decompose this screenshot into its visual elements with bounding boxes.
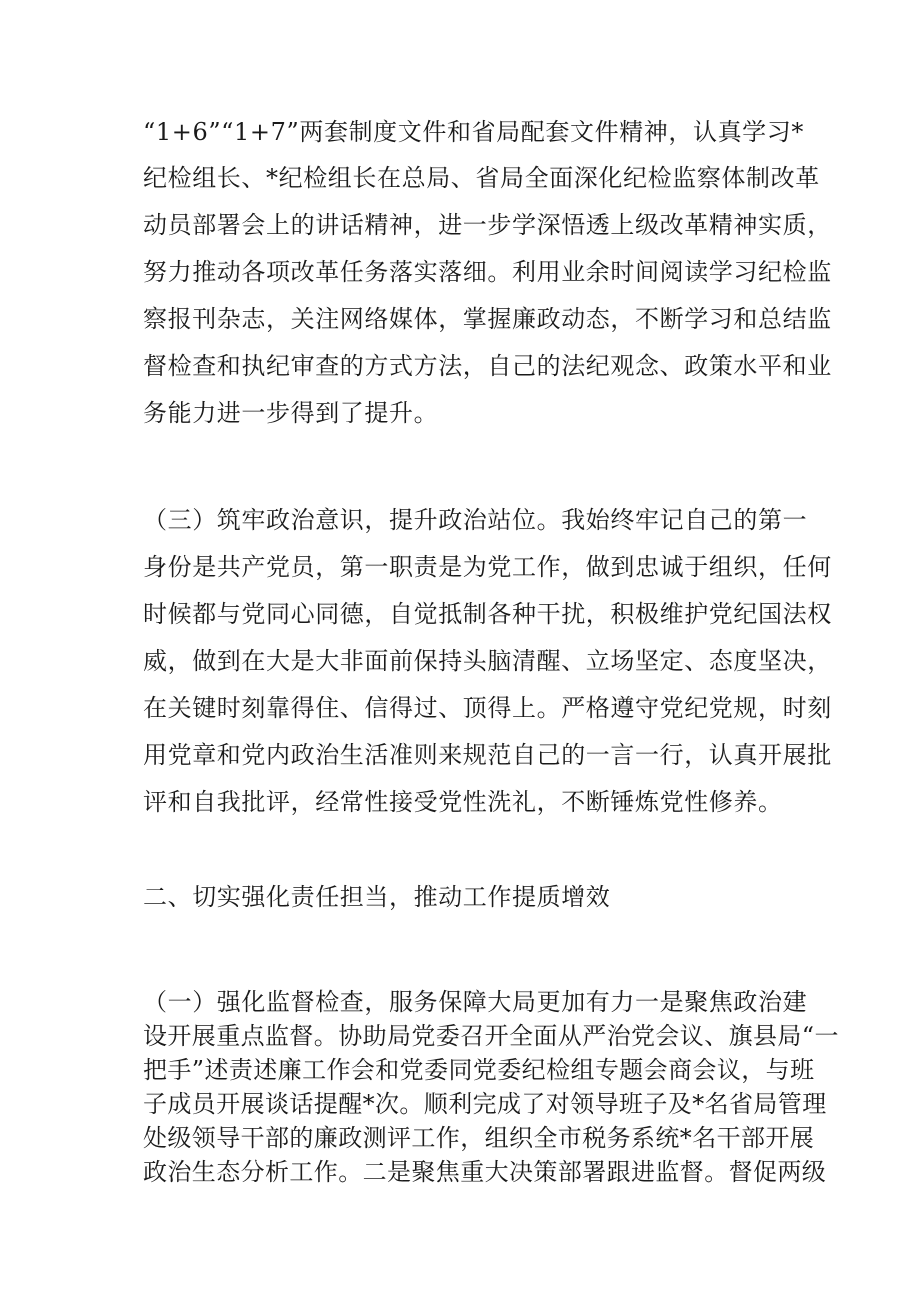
- paragraph-line: （三）筑牢政治意识，提升政治站位。我始终牢记自己的第一: [143, 506, 808, 534]
- paragraph-line: 时候都与党同心同德，自觉抵制各种干扰，积极维护党纪国法权: [143, 600, 832, 628]
- paragraph-line: 察报刊杂志，关注网络媒体，掌握廉政动态，不断学习和总结监: [143, 305, 832, 333]
- paragraph-line: 评和自我批评，经常性接受党性洗礼，不断锤炼党性修养。: [143, 788, 783, 816]
- paragraph-line: 努力推动各项改革任务落实落细。利用业余时间阅读学习纪检监: [143, 258, 832, 286]
- paragraph-line: 威，做到在大是大非面前保持头脑清醒、立场坚定、态度坚决，: [143, 647, 832, 675]
- paragraph-line: 子成员开展谈话提醒*次。顺利完成了对领导班子及*名省局管理: [143, 1090, 827, 1118]
- paragraph-line: 身份是共产党员，第一职责是为党工作，做到忠诚于组织，任何: [143, 553, 832, 581]
- section-heading: 二、切实强化责任担当，推动工作提质增效: [143, 883, 611, 911]
- paragraph-line: 在关键时刻靠得住、信得过、顶得上。严格遵守党纪党规，时刻: [143, 694, 832, 722]
- paragraph-line: 处级领导干部的廉政测评工作，组织全市税务系统*名干部开展: [143, 1124, 815, 1152]
- paragraph-line: 务能力进一步得到了提升。: [143, 399, 439, 427]
- paragraph-line: 动员部署会上的讲话精神，进一步学深悟透上级改革精神实质，: [143, 211, 832, 239]
- paragraph-line: （一）强化监督检查，服务保障大局更加有力一是聚焦政治建: [143, 988, 808, 1016]
- paragraph-line: 设开展重点监督。协助局党委召开全面从严治党会议、旗县局“一: [143, 1022, 839, 1050]
- paragraph-line: “1+6”“1+7”两套制度文件和省局配套文件精神，认真学习*: [143, 118, 804, 146]
- paragraph-line: 政治生态分析工作。二是聚焦重大决策部署跟进监督。督促两级: [143, 1158, 827, 1186]
- paragraph-line: 把手”述责述廉工作会和党委同党委纪检组专题会商会议，与班: [143, 1056, 815, 1084]
- paragraph-line: 用党章和党内政治生活准则来规范自己的一言一行，认真开展批: [143, 741, 832, 769]
- paragraph-line: 督检查和执纪审查的方式方法，自己的法纪观念、政策水平和业: [143, 352, 832, 380]
- paragraph-line: 纪检组长、*纪检组长在总局、省局全面深化纪检监察体制改革: [143, 164, 820, 192]
